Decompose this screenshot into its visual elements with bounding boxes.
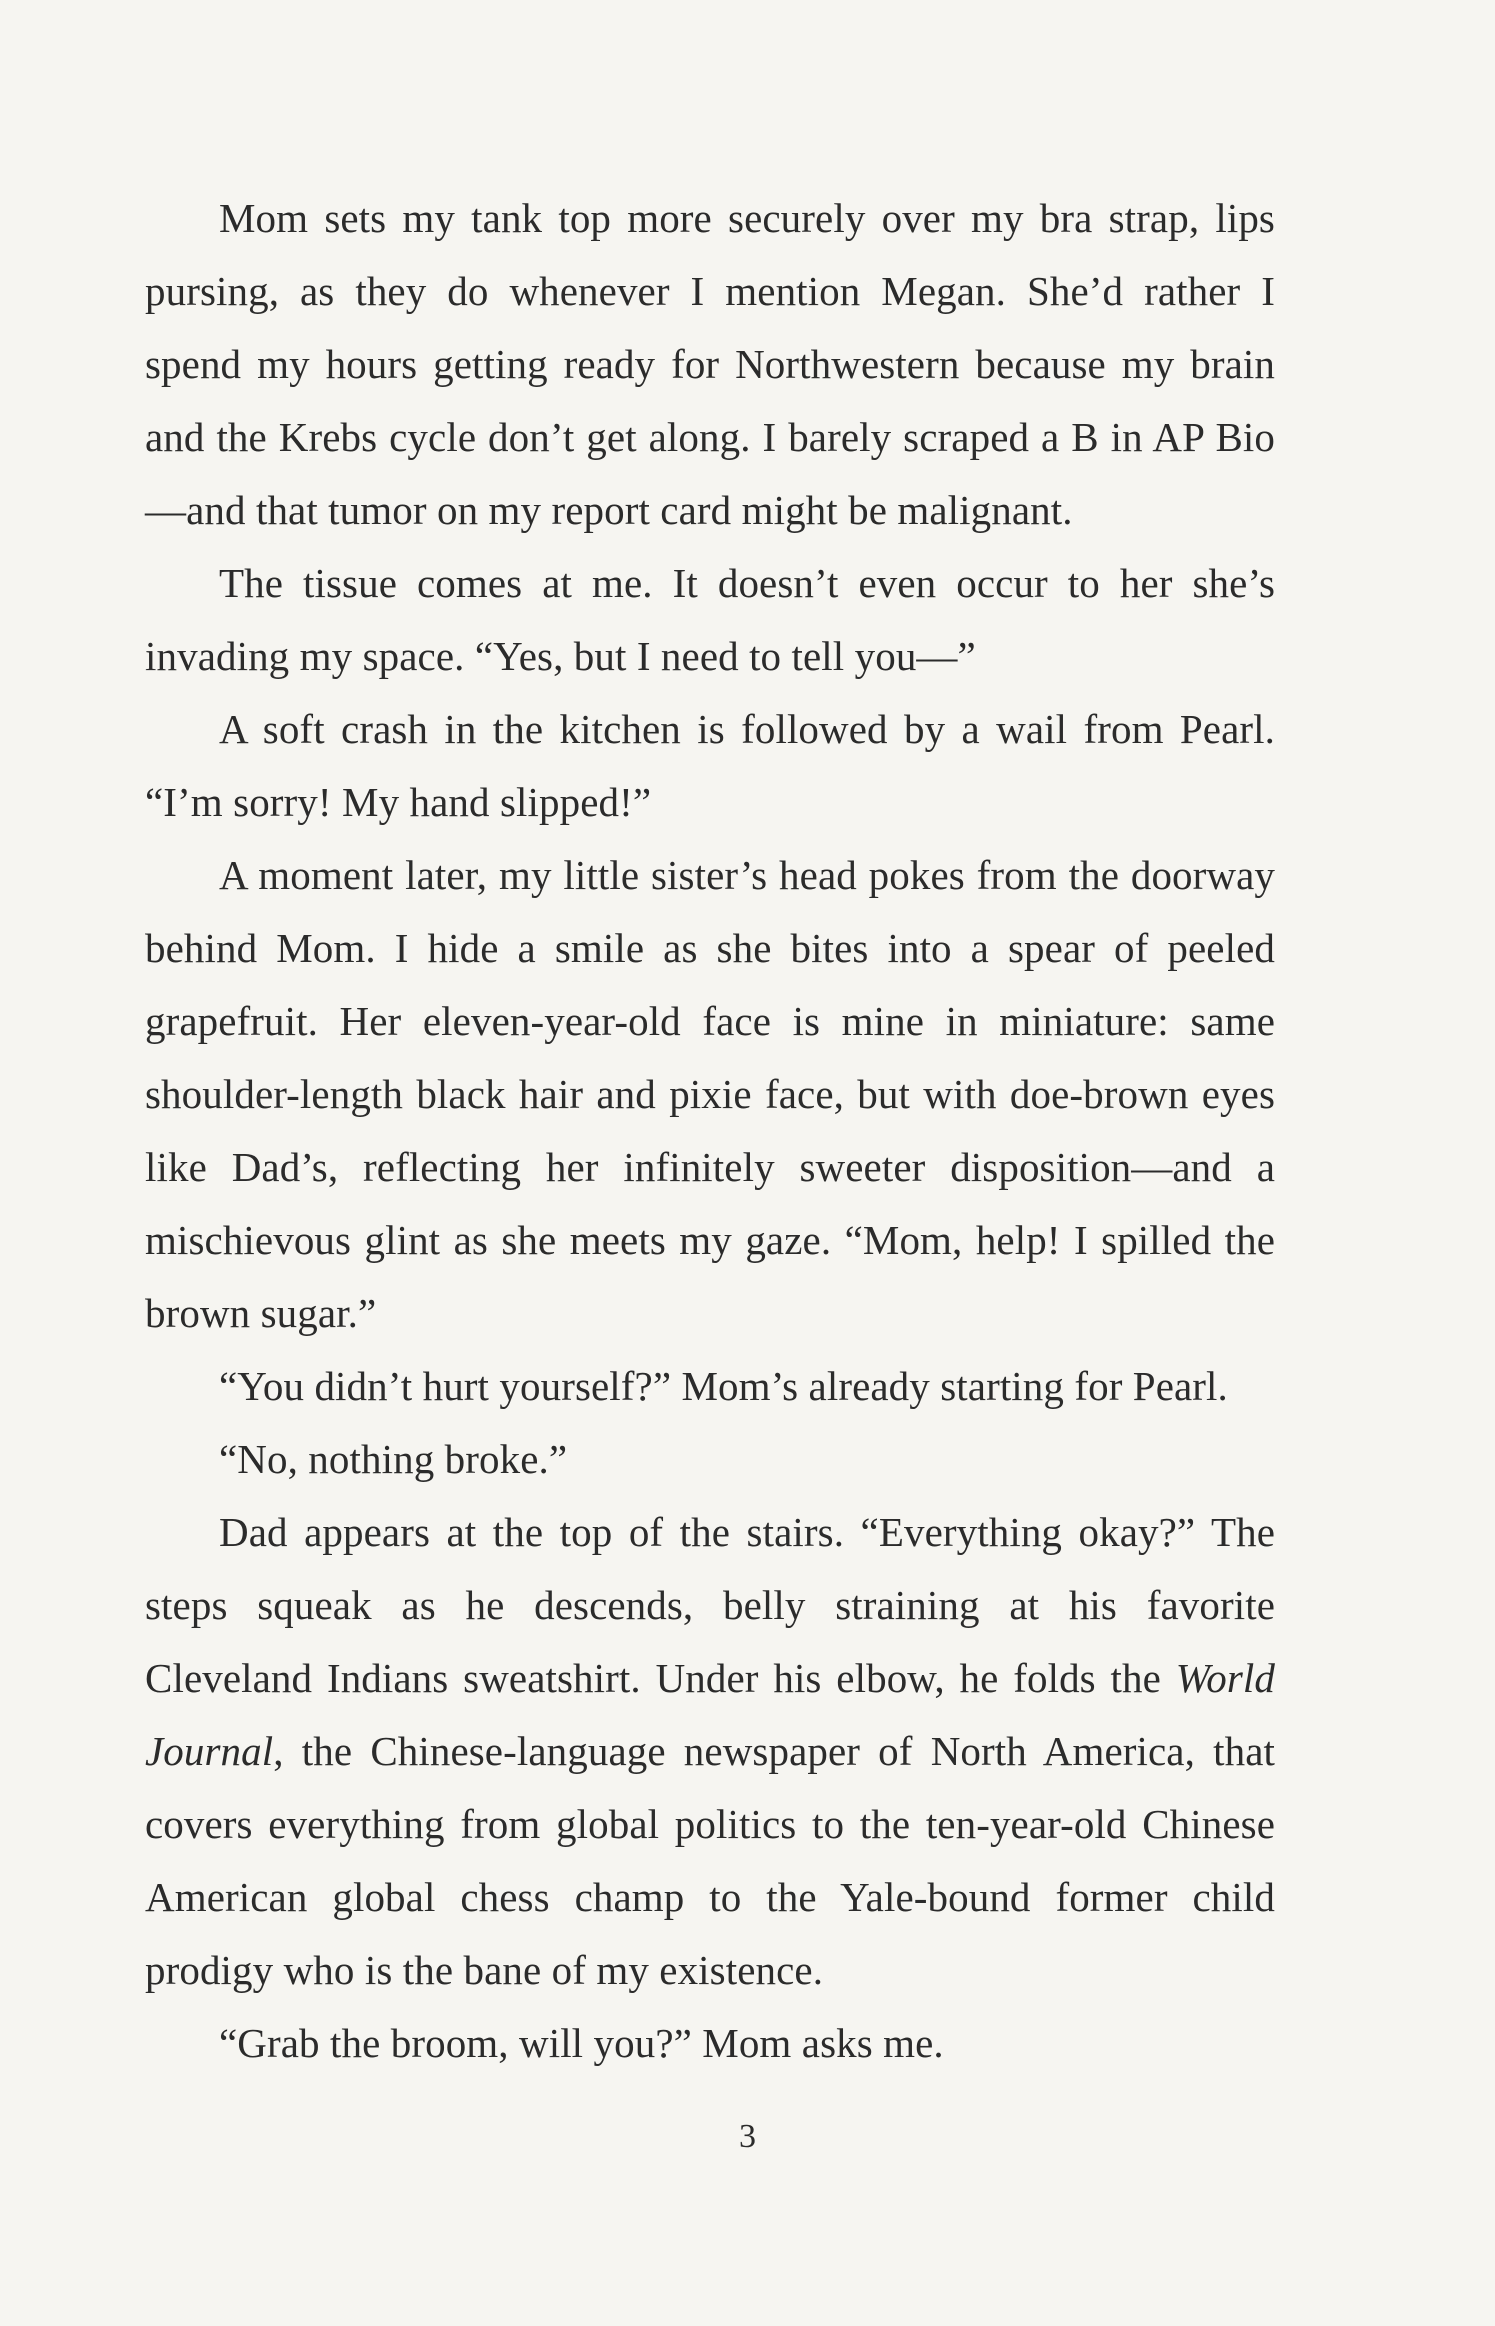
paragraph: “Grab the broom, will you?” Mom asks me.: [219, 2020, 944, 2066]
paragraph: A moment later, my little sister’s head pokes from the doorway behind Mom. I hide a smile as she bites into a spear of peeled grapefruit. Her eleven-year-old face is mine in miniature: same shoulder-length black hair and pixie face, but with doe-brown eyes like Dad’s, reflecting her infinitely sweeter disposition—and a mischievous glint as she meets my gaze. “Mom, help! I spilled the brown sugar.”: [145, 852, 1275, 1336]
paragraph-rest: , the Chinese-language newspaper of North America, that covers everything from global politics to the ten-year-old Chinese American global chess champ to the Yale-bound former child prodigy who is the bane of my existence.: [145, 1728, 1275, 1993]
paragraph: “No, nothing broke.”: [219, 1436, 568, 1482]
paragraph: Mom sets my tank top more securely over my bra strap, lips pursing, as they do whenever I mention Megan. She’d rather I spend my hours getting ready for Northwestern because my brain and the Krebs cycle don’t get along. I barely scraped a B in AP Bio—and that tumor on my report card might be malignant.: [145, 195, 1275, 533]
paragraph: A soft crash in the kitchen is followed by a wail from Pearl. “I’m sorry! My hand slipped!”: [145, 706, 1275, 825]
page-number: 3: [739, 2118, 756, 2155]
paragraph: [145, 1496, 1275, 2007]
paragraph: “You didn’t hurt yourself?” Mom’s already starting for Pearl.: [219, 1363, 1228, 1409]
paragraph: The tissue comes at me. It doesn’t even occur to her she’s invading my space. “Yes, but I need to tell you—”: [145, 560, 1275, 679]
body-text: [145, 182, 1275, 2080]
paragraph-lead: Dad appears at the top of the stairs. “Everything okay?” The steps squeak as he descends, belly straining at his favorite Cleveland Indians sweatshirt. Under his elbow, he folds the: [145, 1509, 1275, 1701]
newspaper-title: World Journal: [145, 1655, 1275, 1774]
